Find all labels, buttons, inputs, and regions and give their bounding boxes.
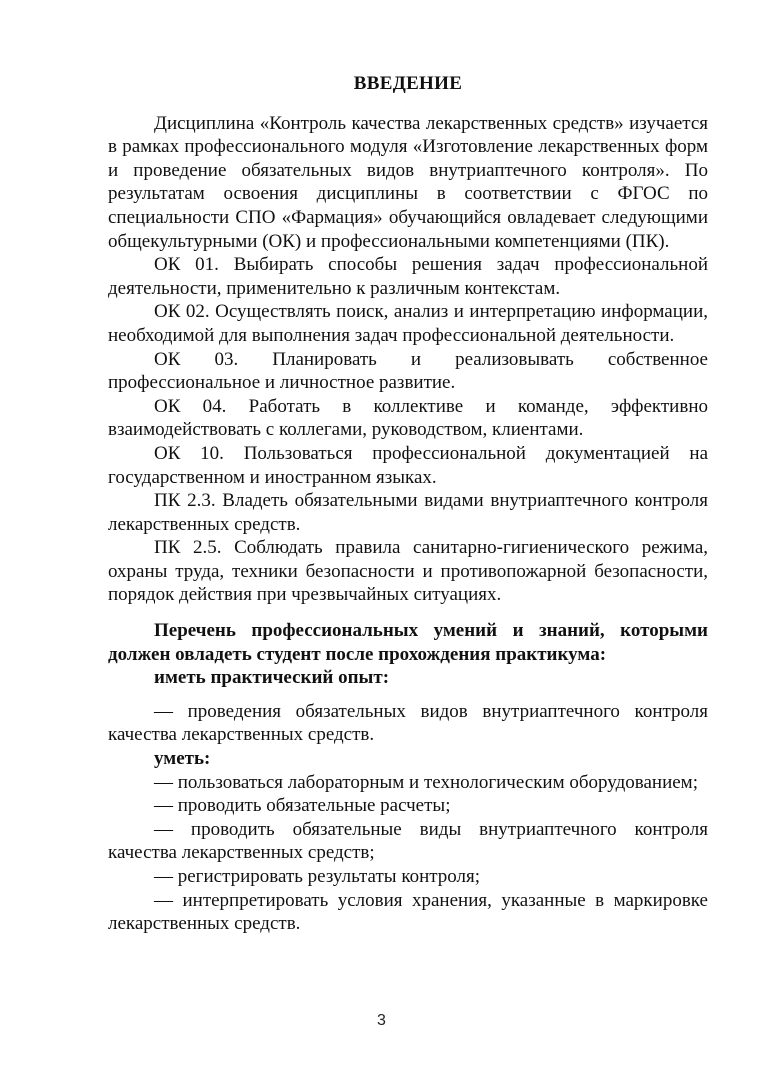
ability-item: — проводить обязательные виды внутриаптечного контроля качества лекарственных средств; [108, 818, 708, 864]
competency-ok10: ОК 10. Пользоваться профессиональной документацией на государственном и иностранном языках. [108, 442, 708, 488]
page-number: 3 [377, 1012, 386, 1029]
skills-heading: Перечень профессиональных умений и знаний, которыми должен овладеть студент после прохождения практикума: [108, 620, 708, 665]
ability-item: — пользоваться лабораторным и технологическим оборудованием; [154, 771, 698, 793]
intro-paragraph: Дисциплина «Контроль качества лекарственных средств» изучается в рамках профессионального модуля «Изготовление лекарственных форм и проведение обязательных видов внутриаптечного контроля». По результатам освоения дисциплины в соответствии с ФГОС по специальности СПО «Фармация» обучающийся овладевает следующими общекультурными (ОК) и профессиональными компетенциями (ПК). [108, 112, 708, 252]
competency-pk23: ПК 2.3. Владеть обязательными видами внутриаптечного контроля лекарственных средств. [108, 490, 708, 535]
competency-ok02: ОК 02. Осуществлять поиск, анализ и интерпретацию информации, необходимой для выполнения задач профессиональной деятельности. [108, 301, 708, 346]
page-title: ВВЕДЕНИЕ [353, 73, 463, 94]
ability-item: — регистрировать результаты контроля; [154, 866, 481, 887]
competency-ok01: ОК 01. Выбирать способы решения задач профессиональной деятельности, применительно к различным контекстам. [108, 254, 708, 299]
abilities-heading: уметь: [154, 748, 211, 770]
document-page [108, 72, 708, 936]
competency-ok03: ОК 03. Планировать и реализовывать собственное профессиональное и личностное развитие. [108, 348, 708, 394]
experience-heading: иметь практический опыт: [154, 667, 390, 689]
competency-ok04: ОК 04. Работать в коллективе и команде, эффективно взаимодействовать с коллегами, руководством, клиентами. [108, 395, 708, 441]
ability-item: — проводить обязательные расчеты; [154, 795, 451, 817]
ability-item: — интерпретировать условия хранения, указанные в маркировке лекарственных средств. [108, 889, 708, 935]
experience-item: — проведения обязательных видов внутриаптечного контроля качества лекарственных средств. [108, 700, 708, 746]
competency-pk25: ПК 2.5. Соблюдать правила санитарно-гигиенического режима, охраны труда, техники безопасности и противопожарной безопасности, порядок действия при чрезвычайных ситуациях. [108, 537, 708, 606]
